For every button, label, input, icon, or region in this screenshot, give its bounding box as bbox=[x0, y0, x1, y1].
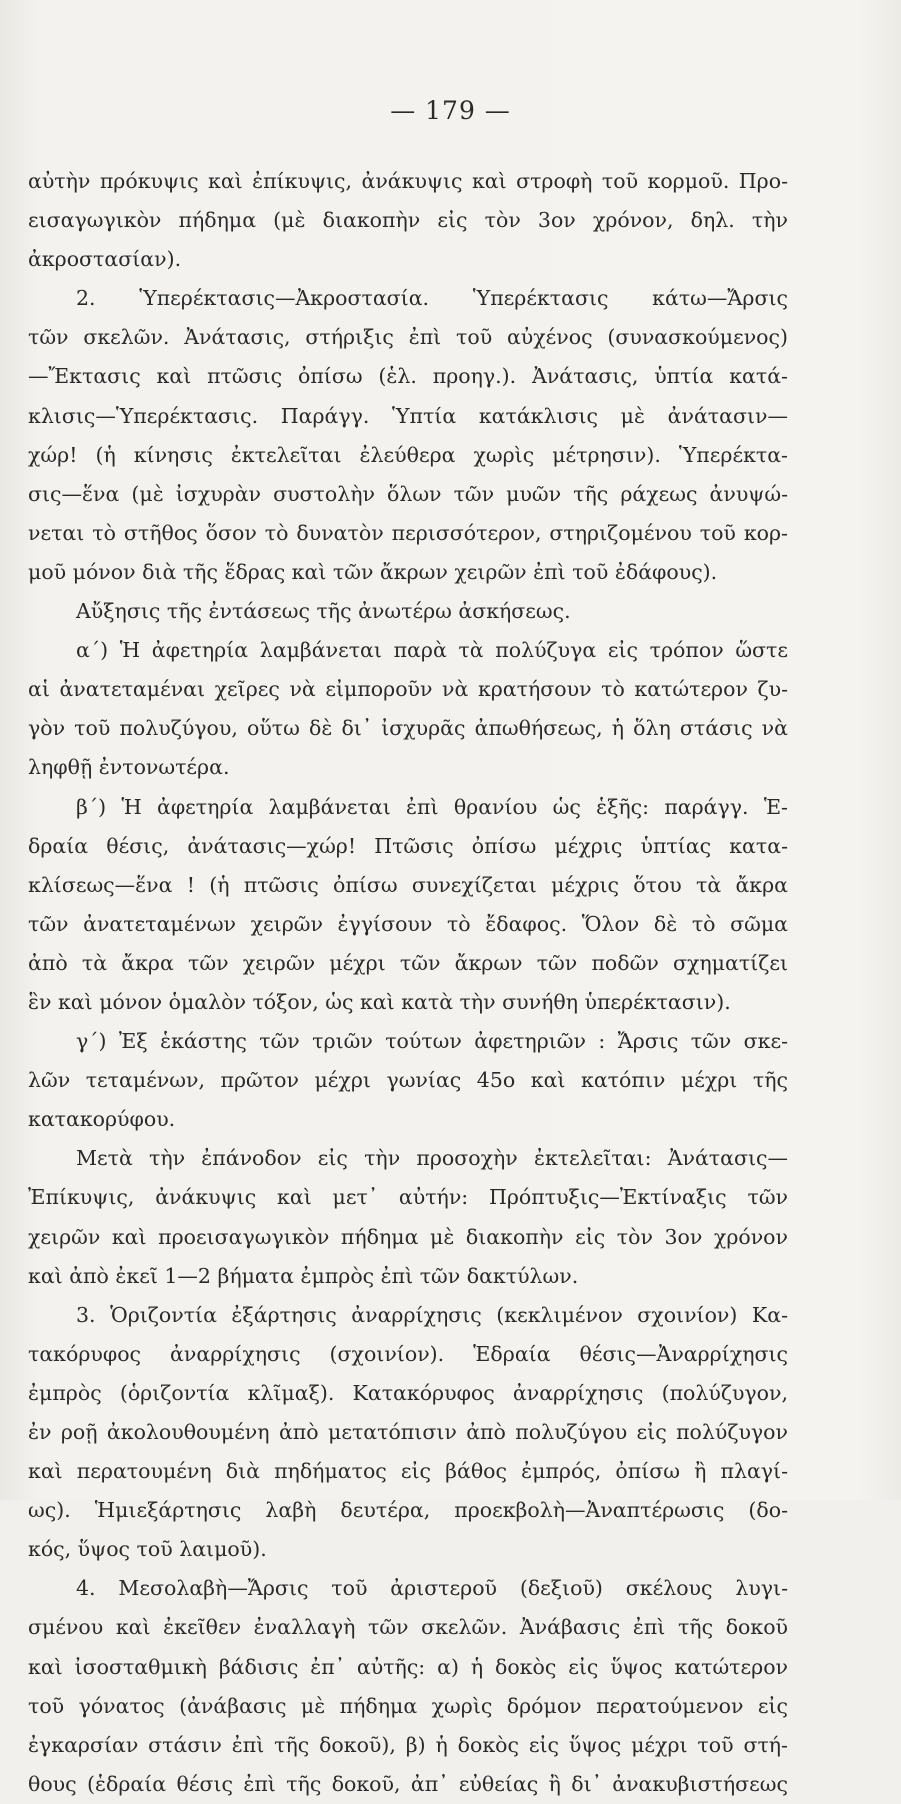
text-line: β΄) Ἡ ἀφετηρία λαμβάνεται ἐπὶ θρανίου ὡς ἑξῆς: παράγγ. Ἑ- bbox=[76, 794, 788, 819]
text-line: αἱ ἀνατεταμέναι χεῖρες νὰ εἰμποροῦν νὰ κρατήσουν τὸ κατώτερον ζυ- bbox=[28, 677, 788, 702]
text-line: κλισις—Ὑπερέκτασις. Παράγγ. Ὑπτία κατάκλισις μὲ ἀνάτασιν— bbox=[28, 403, 788, 428]
text-line: τοῦ γόνατος (ἀνάβασις μὲ πήδημα χωρὶς δρόμον περατούμενον εἰς bbox=[28, 1693, 788, 1718]
text-line: 3. Ὁριζοντία ἐξάρτησις ἀναρρίχησις (κεκλιμένον σχοινίον) Κα- bbox=[76, 1302, 788, 1327]
text-line: γ΄) Ἐξ ἑκάστης τῶν τριῶν τούτων ἀφετηριῶν : Ἄρσις τῶν σκε- bbox=[76, 1029, 788, 1054]
text-line: σμένου καὶ ἐκεῖθεν ἐναλλαγὴ τῶν σκελῶν. Ἀνάβασις ἐπὶ τῆς δοκοῦ bbox=[28, 1615, 788, 1640]
text-line: ἀπὸ τὰ ἄκρα τῶν χειρῶν μέχρι τῶν ἄκρων τῶν ποδῶν σχηματίζει bbox=[28, 950, 788, 975]
page-number: — 179 — bbox=[390, 96, 511, 125]
text-line: ἐν ροῇ ἀκολουθουμένη ἀπὸ μετατόπισιν ἀπὸ πολυζύγου εἰς πολύζυγον bbox=[28, 1420, 788, 1444]
text-line: ἓν καὶ μόνον ὁμαλὸν τόξον, ὡς καὶ κατὰ τὴν συνήθη ὑπερέκτασιν). bbox=[28, 989, 731, 1014]
text-line: γὸν τοῦ πολυζύγου, οὕτω δὲ δι᾽ ἰσχυρᾶς ἀπωθήσεως, ἡ ὅλη στάσις νὰ bbox=[28, 716, 788, 741]
text-line: εισαγωγικὸν πήδημα (μὲ διακοπὴν εἰς τὸν 3ον χρόνον, δηλ. τὴν bbox=[28, 208, 788, 233]
text-line: μοῦ μόνον διὰ τῆς ἕδρας καὶ τῶν ἄκρων χειρῶν ἐπὶ τοῦ ἐδάφους). bbox=[28, 559, 718, 584]
text-line: νεται τὸ στῆθος ὅσον τὸ δυνατὸν περισσότερον, στηριζομένου τοῦ κορ- bbox=[28, 520, 788, 545]
text-line: ως). Ἡμιεξάρτησις λαβὴ δευτέρα, προεκβολὴ—Ἀναπτέρωσις (δο- bbox=[28, 1498, 788, 1523]
text-line: κατακορύφου. bbox=[28, 1107, 176, 1132]
text-line: κός, ὕψος τοῦ λαιμοῦ). bbox=[28, 1537, 267, 1562]
text-line: σις—ἕνα (μὲ ἰσχυρὰν συστολὴν ὅλων τῶν μυῶν τῆς ράχεως ἀνυψώ- bbox=[28, 481, 788, 506]
text-line: α΄) Ἡ ἀφετηρία λαμβάνεται παρὰ τὰ πολύζυγα εἰς τρόπον ὥστε bbox=[76, 638, 788, 663]
text-line: ληφθῇ ἐντονωτέρα. bbox=[28, 755, 230, 780]
text-line: δραία θέσις, ἀνάτασις—χώρ! Πτῶσις ὀπίσω μέχρις ὑπτίας κατα- bbox=[28, 833, 788, 858]
text-line: θους (ἑδραία θέσις ἐπὶ τῆς δοκοῦ, ἀπ᾽ εὐθείας ἢ δι᾽ ἀνακυβιστήσεως bbox=[28, 1771, 788, 1796]
text-line: λῶν τεταμένων, πρῶτον μέχρι γωνίας 45ο καὶ κατόπιν μέχρι τῆς bbox=[28, 1068, 788, 1093]
body-text bbox=[28, 162, 788, 1804]
text-line: 2. Ὑπερέκτασις—Ἀκροστασία. Ὑπερέκτασις κάτω—Ἄρσις bbox=[76, 286, 788, 311]
text-line: ἐγκαρσίαν στάσιν ἐπὶ τῆς δοκοῦ), β) ἡ δοκὸς εἰς ὕψος μέχρι τοῦ στή- bbox=[28, 1732, 788, 1757]
text-line: τακόρυφος ἀναρρίχησις (σχοινίον). Ἑδραία θέσις—Ἀναρρίχησις bbox=[28, 1341, 788, 1366]
text-line: τῶν σκελῶν. Ἀνάτασις, στήριξις ἐπὶ τοῦ αὐχένος (συνασκούμενος) bbox=[28, 325, 788, 350]
text-line: καὶ ἰσοσταθμικὴ βάδισις ἐπ᾽ αὐτῆς: α) ἡ δοκὸς εἰς ὕψος κατώτερον bbox=[28, 1654, 788, 1679]
text-line: καὶ περατουμένη διὰ πηδήματος εἰς βάθος ἐμπρός, ὀπίσω ἢ πλαγί- bbox=[28, 1459, 788, 1484]
text-line: αὐτὴν πρόκυψις καὶ ἐπίκυψις, ἀνάκυψις καὶ στροφὴ τοῦ κορμοῦ. Προ- bbox=[28, 169, 788, 193]
text-line: χειρῶν καὶ προεισαγωγικὸν πήδημα μὲ διακοπὴν εἰς τὸν 3ον χρόνον bbox=[28, 1224, 788, 1249]
text-line: τῶν ἀνατεταμένων χειρῶν ἐγγίσουν τὸ ἔδαφος. Ὅλον δὲ τὸ σῶμα bbox=[28, 911, 788, 936]
text-line: Μετὰ τὴν ἐπάνοδον εἰς τὴν προσοχὴν ἐκτελεῖται: Ἀνάτασις— bbox=[76, 1146, 788, 1171]
text-line: Ἐπίκυψις, ἀνάκυψις καὶ μετ᾽ αὐτήν: Πρόπτυξις—Ἐκτίναξις τῶν bbox=[28, 1185, 788, 1210]
text-line: κλίσεως—ἕνα ! (ἡ πτῶσις ὀπίσω συνεχίζεται μέχρις ὅτου τὰ ἄκρα bbox=[28, 872, 788, 897]
text-line: ἐμπρὸς (ὁριζοντία κλῖμαξ). Κατακόρυφος ἀναρρίχησις (πολύζυγον, bbox=[28, 1380, 788, 1405]
text-line: χώρ! (ἡ κίνησις ἐκτελεῖται ἐλεύθερα χωρὶς μέτρησιν). Ὑπερέκτα- bbox=[28, 442, 788, 467]
text-line: καὶ ἀπὸ ἐκεῖ 1—2 βήματα ἐμπρὸς ἐπὶ τῶν δακτύλων. bbox=[28, 1263, 579, 1288]
text-line: ἀκροστασίαν). bbox=[28, 247, 182, 272]
text-line: Αὔξησις τῆς ἐντάσεως τῆς ἀνωτέρω ἀσκήσεως. bbox=[76, 599, 571, 624]
text-line: —Ἔκτασις καὶ πτῶσις ὀπίσω (ἑλ. προηγ.). Ἀνάτασις, ὑπτία κατά- bbox=[28, 364, 788, 389]
text-line: 4. Μεσολαβὴ—Ἄρσις τοῦ ἀριστεροῦ (δεξιοῦ) σκέλους λυγι- bbox=[76, 1576, 788, 1601]
